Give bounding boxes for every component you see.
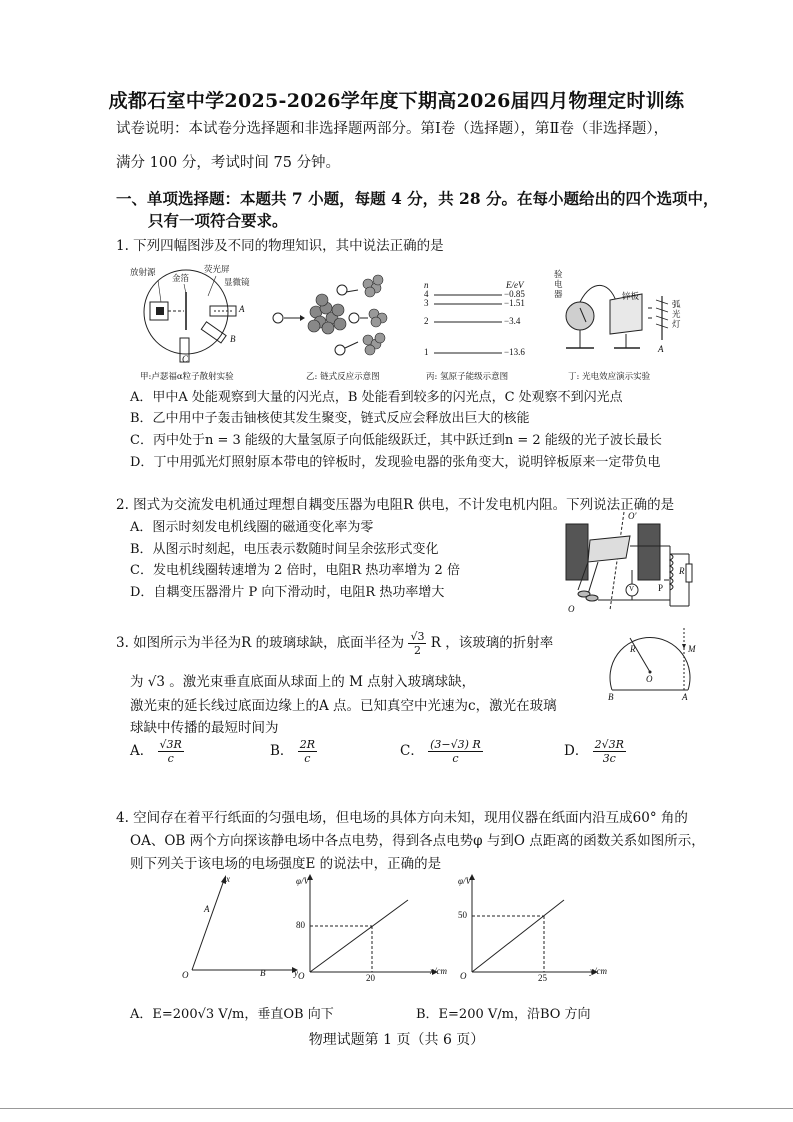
q2-option-b[interactable]: B．从图示时刻起，电压表示数随时间呈余弦形式变化	[130, 542, 439, 557]
q3-option-a-num: √3R	[159, 738, 182, 751]
q3-option-d-den: 3c	[602, 752, 616, 765]
label-r: R	[679, 566, 685, 576]
figure-generator	[558, 510, 698, 616]
q3-option-c-frac	[428, 738, 483, 765]
q3-option-d-frac	[593, 738, 626, 765]
q1-option-b[interactable]: B．乙中用中子轰击铀核使其发生聚变，链式反应会释放出巨大的核能	[130, 411, 530, 426]
q3-frac-num: √3	[410, 630, 425, 643]
label-o: O	[646, 674, 653, 684]
label-c: C	[182, 354, 189, 364]
q3-option-b[interactable]	[270, 738, 317, 765]
graph-1-origin: O	[298, 971, 305, 981]
graph-1-plot	[292, 874, 452, 984]
generator-diagram	[558, 510, 698, 616]
label-b: B	[608, 692, 614, 702]
graph-1-x-mark: 20	[366, 973, 375, 983]
q3-option-c-den: c	[452, 752, 459, 765]
q4-line-2: OA、OB 两个方向探该静电场中各点电势，得到各点电势φ 与到O 点距离的函数关系如图所示，	[130, 833, 705, 849]
page-bottom-divider	[0, 1108, 793, 1109]
q4-option-a[interactable]: A．E=200√3 V/m，垂直OB 向下	[130, 1007, 334, 1022]
q1-option-a[interactable]: A．甲中A 处能观察到大量的闪光点，B 处能看到较多的闪光点，C 处观察不到闪光点	[130, 390, 623, 405]
label-n: n	[424, 280, 429, 290]
q3-option-b-den: c	[304, 752, 311, 765]
label-b: B	[230, 334, 236, 344]
label-foil: 金箔	[172, 274, 190, 284]
caption-bing: 丙: 氢原子能级示意图	[426, 372, 509, 382]
q3-frac-den: 2	[413, 644, 421, 657]
page-footer: 物理试题第 1 页（共 6 页）	[308, 1032, 485, 1048]
label-voltmeter: V	[629, 585, 635, 593]
q3-option-a-den: c	[167, 752, 174, 765]
caption-yi: 乙: 链式反应示意图	[306, 372, 380, 382]
graph-1-ylabel: φ/V	[296, 876, 309, 886]
label-screen: 荧光屏	[204, 265, 230, 275]
level-e-3: −1.51	[504, 298, 525, 308]
electroscope-char-2: 电	[554, 280, 563, 290]
figure-rutherford	[128, 262, 268, 382]
level-e-1: −13.6	[504, 347, 525, 357]
label-electroscope	[554, 270, 563, 300]
level-n-1: 1	[424, 347, 429, 357]
label-lamp-a: A	[658, 344, 664, 354]
q2-option-d[interactable]: D．自耦变压器滑片 P 向下滑动时，电阻R 热功率增大	[130, 585, 445, 600]
q3-option-a-label: A．	[130, 743, 154, 759]
axes-diagram	[180, 874, 300, 982]
q3-option-c[interactable]	[400, 738, 483, 765]
label-m: M	[688, 644, 696, 654]
label-point-a: A	[204, 904, 210, 914]
electroscope-char-3: 器	[554, 290, 563, 300]
page-title: 成都石室中学2025-2026学年度下期高2026届四月物理定时训练	[108, 90, 685, 112]
q3-option-d[interactable]	[564, 738, 626, 765]
figure-energy-levels	[420, 278, 540, 383]
figure-glass-cap	[604, 624, 696, 702]
q3-option-c-label: C．	[400, 743, 424, 759]
label-o-prime: O′	[628, 511, 637, 521]
q1-option-c[interactable]: C．丙中处于n = 3 能级的大量氢原子向低能级跃迁，其中跃迁到n = 2 能级的光子波长最长	[130, 433, 662, 448]
figure-photoelectric	[552, 268, 692, 383]
label-origin: O	[182, 970, 189, 980]
arc-lamp-char-1: 弧	[672, 300, 681, 310]
q2-option-c[interactable]: C．发电机线圈转速增为 2 倍时，电阻R 热功率增为 2 倍	[130, 563, 460, 578]
label-source: 放射源	[130, 268, 156, 278]
graph-1-y-mark: 80	[296, 920, 305, 930]
graph-2-ylabel: φ/V	[458, 876, 471, 886]
graph-2-x-mark: 25	[538, 973, 547, 983]
caption-ding: 丁: 光电效应演示实验	[568, 372, 651, 382]
label-p: P	[658, 583, 664, 593]
graph-2-y-mark: 50	[458, 910, 467, 920]
level-n-3: 3	[424, 298, 429, 308]
q3-text-a: 3. 如图所示为半径为R 的玻璃球缺，底面半径为	[116, 635, 405, 651]
instructions-line-1: 试卷说明：本试卷分选择题和非选择题两部分。第Ⅰ卷（选择题），第Ⅱ卷（非选择题），	[116, 121, 669, 137]
label-axis-y: y	[294, 968, 298, 978]
label-microscope: 显微镜	[224, 278, 250, 288]
question-2-stem: 2. 图式为交流发电机通过理想自耦变压器为电阻R 供电，不计发电机内阻。下列说法正确的是	[116, 497, 675, 513]
q3-line-4: 球缺中传播的最短时间为	[130, 720, 279, 736]
q1-option-d[interactable]: D．丁中用弧光灯照射原本带电的锌板时，发现验电器的张角变大，说明锌板原来一定带负电	[130, 455, 661, 470]
section-heading-line-2: 只有一项符合要求。	[148, 211, 288, 230]
label-a: A	[682, 692, 688, 702]
question-1-stem: 1. 下列四幅图涉及不同的物理知识，其中说法正确的是	[116, 238, 444, 254]
q3-line-3: 激光束的延长线过底面边缘上的A 点。已知真空中光速为c，激光在玻璃	[130, 698, 557, 714]
label-energy: E/eV	[506, 280, 524, 290]
q2-option-a[interactable]: A．图示时刻发电机线圈的磁通变化率为零	[130, 520, 374, 535]
q3-option-d-label: D．	[564, 743, 589, 759]
photoelectric-diagram	[552, 268, 692, 373]
q3-line-2: 为 √3 。激光束垂直底面从球面上的 M 点射入玻璃球缺，	[130, 674, 476, 690]
q3-option-b-label: B．	[270, 743, 294, 759]
label-axis-x: x	[226, 874, 230, 884]
level-e-2: −3.4	[504, 316, 521, 326]
figure-graph-2	[454, 874, 624, 984]
q4-line-1: 4. 空间存在着平行纸面的匀强电场，但电场的具体方向未知，现用仪器在纸面内沿互成60° 角的	[116, 810, 688, 826]
graph-2-origin: O	[460, 971, 467, 981]
label-point-b: B	[260, 968, 266, 978]
section-heading: 一、单项选择题：本题共 7 小题，每题 4 分，共 28 分。在每小题给出的四个选项中，	[116, 189, 719, 208]
q3-option-c-num: (3−√3) R	[430, 738, 481, 751]
graph-2-xlabel: y/cm	[590, 966, 607, 976]
q3-option-a[interactable]	[130, 738, 184, 765]
q3-option-a-frac	[158, 738, 184, 765]
glass-cap-diagram	[604, 624, 696, 702]
q3-option-d-num: 2√3R	[594, 738, 624, 751]
figure-chain-reaction	[270, 262, 400, 382]
caption-jia: 甲:卢瑟福α粒子散射实验	[140, 372, 234, 382]
q3-option-b-frac	[298, 738, 317, 765]
label-arc-lamp	[672, 300, 681, 330]
q3-line-1	[116, 630, 553, 657]
level-n-4: 4	[424, 289, 429, 299]
q4-line-3: 则下列关于该电场的电场强度E 的说法中，正确的是	[130, 856, 442, 872]
electroscope-char-1: 验	[554, 270, 563, 280]
q3-fraction	[408, 630, 426, 657]
q3-text-b: R ，该玻璃的折射率	[430, 635, 554, 651]
instructions-line-2: 满分 100 分，考试时间 75 分钟。	[116, 155, 341, 171]
label-a: A	[239, 304, 245, 314]
arc-lamp-char-3: 灯	[672, 320, 681, 330]
q3-option-b-num: 2R	[299, 738, 315, 751]
label-o: O	[568, 604, 575, 614]
label-r: R	[630, 644, 636, 654]
label-zinc-plate: 锌板	[622, 292, 640, 302]
arc-lamp-char-2: 光	[672, 310, 681, 320]
level-e-4: −0.85	[504, 289, 525, 299]
level-n-2: 2	[424, 316, 429, 326]
figure-graph-1	[292, 874, 452, 984]
graph-1-xlabel: x/cm	[430, 966, 447, 976]
figure-axes	[180, 874, 300, 982]
q4-option-b[interactable]: B．E=200 V/m，沿BO 方向	[416, 1007, 591, 1022]
chain-reaction-diagram	[270, 262, 400, 372]
